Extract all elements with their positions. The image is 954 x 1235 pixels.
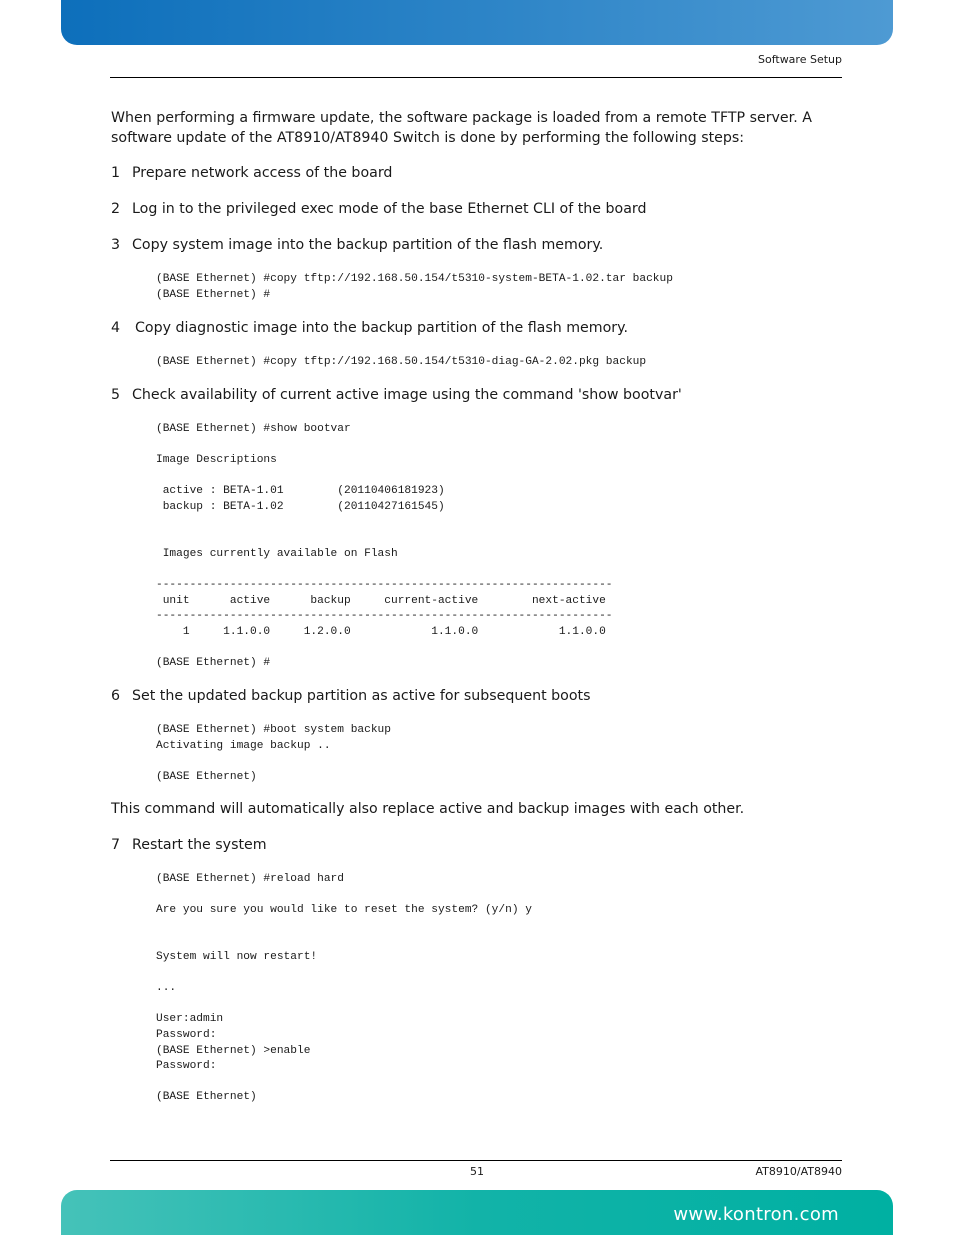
step-text: Check availability of current active image using the command 'show bootvar' (132, 387, 682, 403)
code-reload-hard: (BASE Ethernet) #reload hard Are you sure you would like to reset the system? (y/n) y System will now restart! ... User:admin Password: (BASE Ethernet) >enable Password: (BASE Ethernet) (156, 873, 532, 1104)
step-text: Set the updated backup partition as active for subsequent boots (132, 688, 591, 704)
header-divider (110, 77, 842, 78)
code-boot-system-backup: (BASE Ethernet) #boot system backup Activating image backup .. (BASE Ethernet) (156, 724, 391, 783)
step-6 (111, 686, 590, 706)
code-copy-diag-image: (BASE Ethernet) #copy tftp://192.168.50.154/t5310-diag-GA-2.02.pkg backup (156, 356, 647, 368)
step-number: 4 (111, 320, 121, 336)
step-number: 7 (111, 837, 121, 853)
step-number: 1 (111, 165, 121, 181)
footer-divider (110, 1160, 842, 1161)
step-number: 6 (111, 688, 121, 704)
document-code: AT8910/AT8940 (755, 1165, 842, 1178)
code-copy-system-image: (BASE Ethernet) #copy tftp://192.168.50.154/t5310-system-BETA-1.02.tar backup (BASE Ethernet) # (156, 273, 673, 301)
step-text: Copy system image into the backup partition of the flash memory. (132, 237, 604, 253)
intro-paragraph: When performing a firmware update, the software package is loaded from a remote TFTP server. A software update of the AT8910/AT8940 Switch is done by performing the following steps: (111, 110, 812, 146)
page-number: 51 (470, 1165, 484, 1178)
step-text: Prepare network access of the board (132, 165, 393, 181)
step-7 (111, 835, 267, 855)
step-1 (111, 163, 392, 183)
step-text: Restart the system (132, 837, 267, 853)
intro-block (111, 108, 841, 148)
step-number: 5 (111, 387, 121, 403)
step-text: Copy diagnostic image into the backup partition of the flash memory. (135, 320, 628, 336)
top-banner (61, 0, 893, 45)
step-5 (111, 385, 682, 405)
code-show-bootvar: (BASE Ethernet) #show bootvar Image Descriptions active : BETA-1.01 (20110406181923) backup : BETA-1.02 (20110427161545) Images currently available on Flash -------------------------------------------------------------------- unit active backup current-active next-active -------------------------------------------------------------------- 1 1.1.0.0 1.2.0.0 1.1.0.0 1.1.0.0 (BASE Ethernet) # (156, 423, 613, 669)
section-title: Software Setup (757, 53, 842, 66)
step-4 (111, 318, 628, 338)
step-number: 2 (111, 201, 121, 217)
note-paragraph: This command will automatically also replace active and backup images with each other. (111, 801, 745, 817)
step-2 (111, 199, 646, 219)
step-text: Log in to the privileged exec mode of the base Ethernet CLI of the board (132, 201, 647, 217)
bottom-banner (61, 1190, 893, 1235)
step-3 (111, 235, 603, 255)
step-number: 3 (111, 237, 121, 253)
website-link[interactable]: www.kontron.com (673, 1204, 839, 1225)
